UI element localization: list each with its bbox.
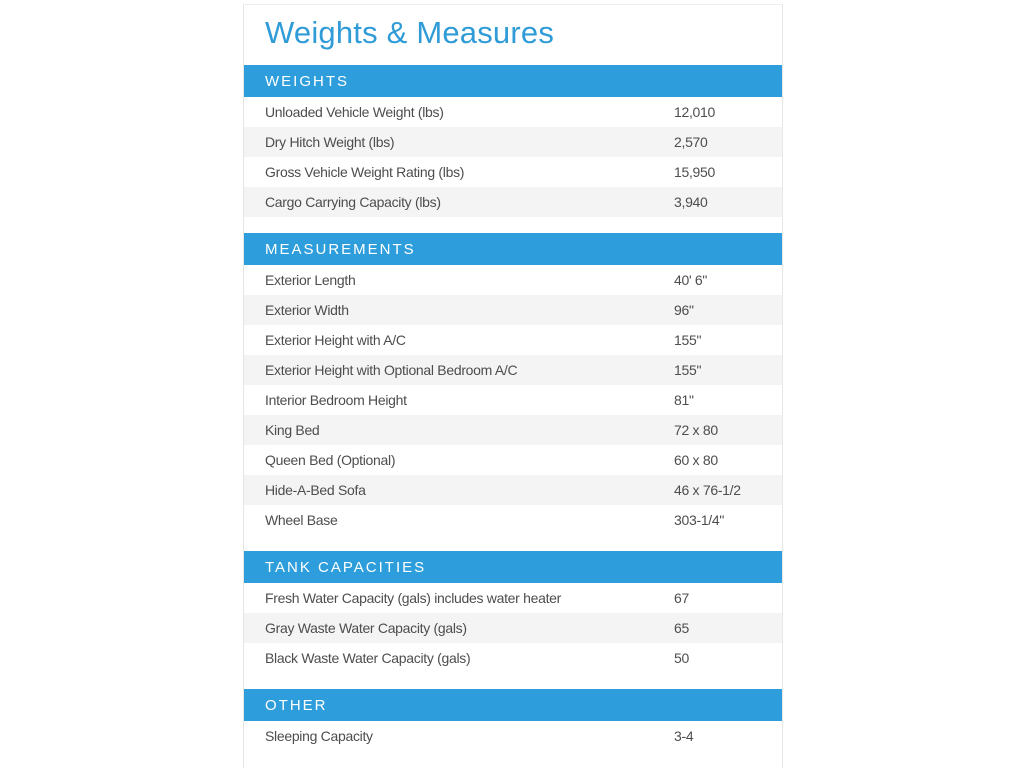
spec-label: Exterior Height with A/C xyxy=(265,332,406,348)
spec-label: Queen Bed (Optional) xyxy=(265,452,396,468)
spec-value: 3,940 xyxy=(674,194,708,210)
spec-value: 12,010 xyxy=(674,104,716,120)
spec-label: Fresh Water Capacity (gals) includes water heater xyxy=(265,590,562,606)
specs-card xyxy=(243,4,783,768)
spec-row xyxy=(244,265,782,295)
spec-label: Exterior Length xyxy=(265,272,356,288)
spec-row xyxy=(244,415,782,445)
section-measurements xyxy=(244,233,782,535)
spec-row xyxy=(244,385,782,415)
section-header: WEIGHTS xyxy=(244,65,782,97)
spec-row xyxy=(244,295,782,325)
spec-value: 81" xyxy=(674,392,694,408)
spec-row xyxy=(244,157,782,187)
spec-list xyxy=(244,583,782,673)
spec-row xyxy=(244,445,782,475)
spec-label: Black Waste Water Capacity (gals) xyxy=(265,650,471,666)
section-header: OTHER xyxy=(244,689,782,721)
section-weights xyxy=(244,65,782,217)
spec-value: 303-1/4" xyxy=(674,512,725,528)
spec-label: Unloaded Vehicle Weight (lbs) xyxy=(265,104,444,120)
spec-row xyxy=(244,613,782,643)
spec-row xyxy=(244,127,782,157)
page-title: Weights & Measures xyxy=(265,15,555,50)
section-header: TANK CAPACITIES xyxy=(244,551,782,583)
spec-label: Wheel Base xyxy=(265,512,338,528)
spec-label: Hide-A-Bed Sofa xyxy=(265,482,366,498)
spec-value: 2,570 xyxy=(674,134,708,150)
spec-label: Interior Bedroom Height xyxy=(265,392,407,408)
spec-row xyxy=(244,97,782,127)
spec-value: 40' 6" xyxy=(674,272,708,288)
spec-value: 60 x 80 xyxy=(674,452,718,468)
spec-row xyxy=(244,721,782,751)
spec-label: Dry Hitch Weight (lbs) xyxy=(265,134,395,150)
spec-label: Gross Vehicle Weight Rating (lbs) xyxy=(265,164,465,180)
spec-row xyxy=(244,187,782,217)
spec-value: 50 xyxy=(674,650,689,666)
spec-label: Exterior Height with Optional Bedroom A/C xyxy=(265,362,518,378)
spec-row xyxy=(244,355,782,385)
spec-value: 46 x 76-1/2 xyxy=(674,482,741,498)
spec-value: 155" xyxy=(674,332,702,348)
spec-row xyxy=(244,643,782,673)
spec-value: 65 xyxy=(674,620,689,636)
spec-value: 3-4 xyxy=(674,728,694,744)
spec-label: Exterior Width xyxy=(265,302,349,318)
spec-value: 155" xyxy=(674,362,702,378)
spec-value: 96" xyxy=(674,302,694,318)
spec-value: 15,950 xyxy=(674,164,716,180)
spec-label: Cargo Carrying Capacity (lbs) xyxy=(265,194,441,210)
spec-label: Gray Waste Water Capacity (gals) xyxy=(265,620,467,636)
spec-row xyxy=(244,505,782,535)
spec-list xyxy=(244,97,782,217)
section-header: MEASUREMENTS xyxy=(244,233,782,265)
spec-value: 67 xyxy=(674,590,689,606)
spec-label: King Bed xyxy=(265,422,320,438)
section-other xyxy=(244,689,782,751)
spec-row xyxy=(244,325,782,355)
spec-list xyxy=(244,721,782,751)
spec-label: Sleeping Capacity xyxy=(265,728,373,744)
spec-row xyxy=(244,475,782,505)
spec-list xyxy=(244,265,782,535)
spec-row xyxy=(244,583,782,613)
section-tank-capacities xyxy=(244,551,782,673)
spec-value: 72 x 80 xyxy=(674,422,718,438)
